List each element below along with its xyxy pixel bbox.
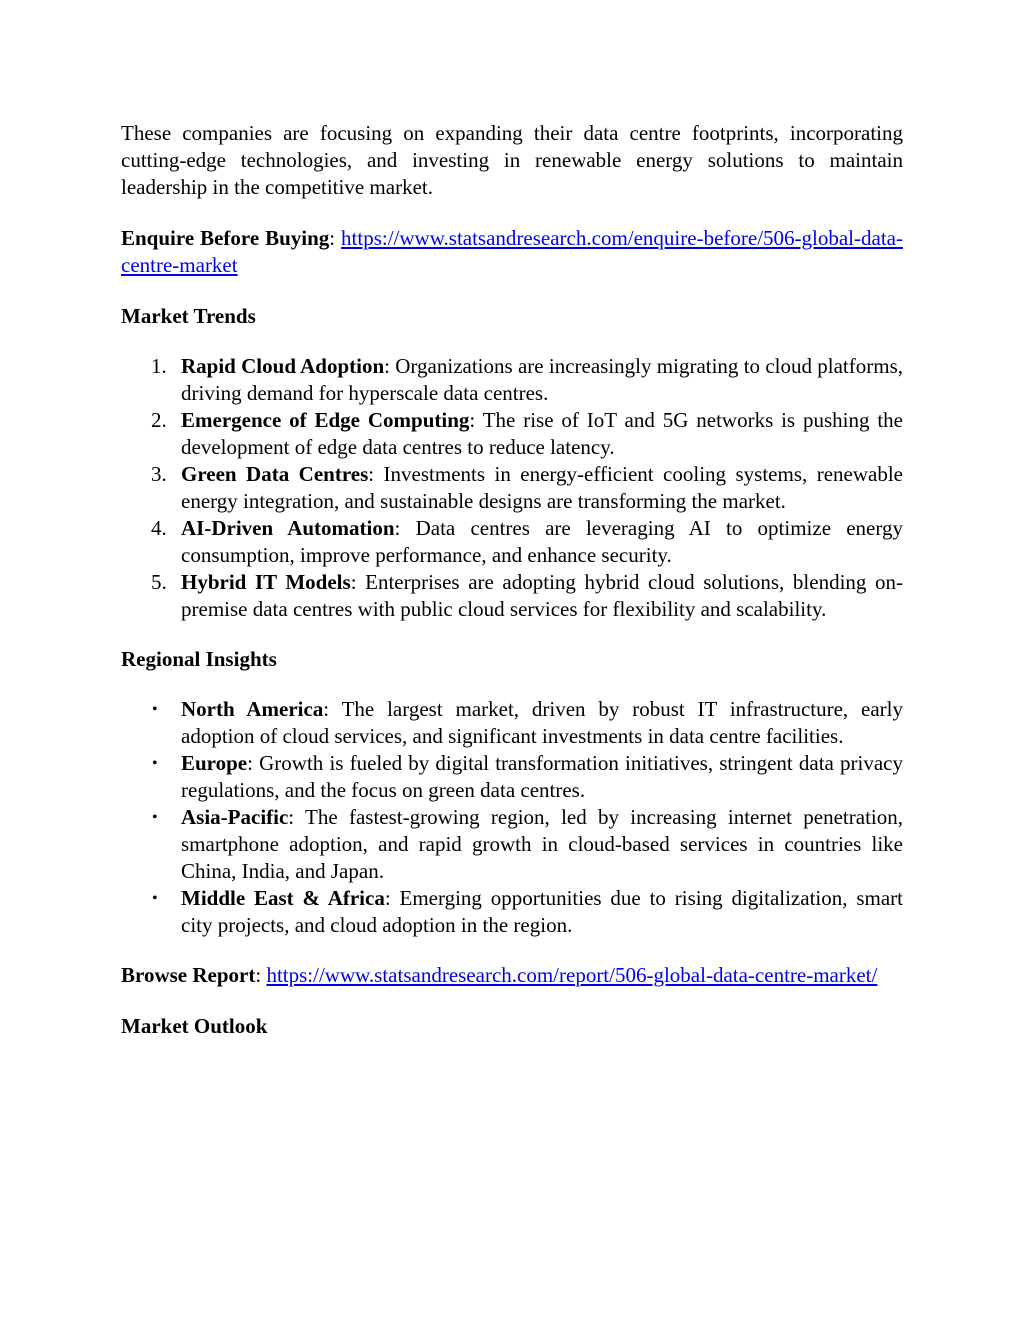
bullet-icon: • xyxy=(152,755,158,772)
trend-text: : The rise of IoT and 5G networks is pushing the development of edge data centres to reduce latency. xyxy=(181,408,903,459)
list-item xyxy=(121,804,903,885)
list-number: 3. xyxy=(151,462,167,486)
enquire-link[interactable]: https://www.statsandresearch.com/enquire-before/506-global-data-centre-market xyxy=(121,226,903,277)
list-number: 4. xyxy=(151,516,167,540)
region-text: : The largest market, driven by robust IT infrastructure, early adoption of cloud services, and significant investments in data centre facilities. xyxy=(181,697,903,748)
region-title: Middle East & Africa xyxy=(181,886,385,910)
list-item xyxy=(121,515,903,569)
browse-link[interactable]: https://www.statsandresearch.com/report/506-global-data-centre-market/ xyxy=(266,963,878,987)
list-item xyxy=(121,696,903,750)
trend-title: Green Data Centres xyxy=(181,462,369,486)
browse-separator: : xyxy=(255,963,267,987)
list-item xyxy=(121,353,903,407)
regional-insights-list xyxy=(121,696,903,939)
browse-label: Browse Report xyxy=(121,963,256,987)
market-outlook-heading: Market Outlook xyxy=(121,1014,268,1038)
list-item xyxy=(121,750,903,804)
list-number: 1. xyxy=(151,354,167,378)
market-trends-heading: Market Trends xyxy=(121,304,256,328)
enquire-label: Enquire Before Buying xyxy=(121,226,330,250)
document-page xyxy=(121,120,903,1063)
region-title: Asia-Pacific xyxy=(181,805,289,829)
enquire-paragraph xyxy=(121,225,903,279)
region-text: : Growth is fueled by digital transformation initiatives, stringent data privacy regulations, and the focus on green data centres. xyxy=(181,751,903,802)
list-item xyxy=(121,885,903,939)
region-text: : Emerging opportunities due to rising digitalization, smart city projects, and cloud adoption in the region. xyxy=(181,886,903,937)
region-title: North America xyxy=(181,697,324,721)
trend-title: Emergence of Edge Computing xyxy=(181,408,470,432)
bullet-icon: • xyxy=(152,809,158,826)
list-number: 5. xyxy=(151,570,167,594)
bullet-icon: • xyxy=(152,890,158,907)
enquire-separator: : xyxy=(329,226,342,250)
bullet-icon: • xyxy=(152,701,158,718)
trend-text: : Investments in energy-efficient cooling systems, renewable energy integration, and sustainable designs are transforming the market. xyxy=(181,462,903,513)
region-title: Europe xyxy=(181,751,248,775)
trend-text: : Enterprises are adopting hybrid cloud solutions, blending on-premise data centres with public cloud services for flexibility and scalability. xyxy=(181,570,903,621)
trend-text: : Data centres are leveraging AI to optimize energy consumption, improve performance, and enhance security. xyxy=(181,516,903,567)
trend-text: : Organizations are increasingly migrating to cloud platforms, driving demand for hyperscale data centres. xyxy=(181,354,903,405)
list-item xyxy=(121,407,903,461)
intro-paragraph: These companies are focusing on expanding their data centre footprints, incorporating cutting-edge technologies, and investing in renewable energy solutions to maintain leadership in the competitive market. xyxy=(121,121,903,199)
list-number: 2. xyxy=(151,408,167,432)
browse-paragraph xyxy=(121,962,903,989)
market-trends-list xyxy=(121,353,903,623)
trend-title: AI-Driven Automation xyxy=(181,516,395,540)
list-item xyxy=(121,461,903,515)
trend-title: Rapid Cloud Adoption xyxy=(181,354,385,378)
region-text: : The fastest-growing region, led by increasing internet penetration, smartphone adoption, and rapid growth in cloud-based services in countries like China, India, and Japan. xyxy=(181,805,903,883)
regional-insights-heading: Regional Insights xyxy=(121,647,277,671)
list-item xyxy=(121,569,903,623)
trend-title: Hybrid IT Models xyxy=(181,570,351,594)
